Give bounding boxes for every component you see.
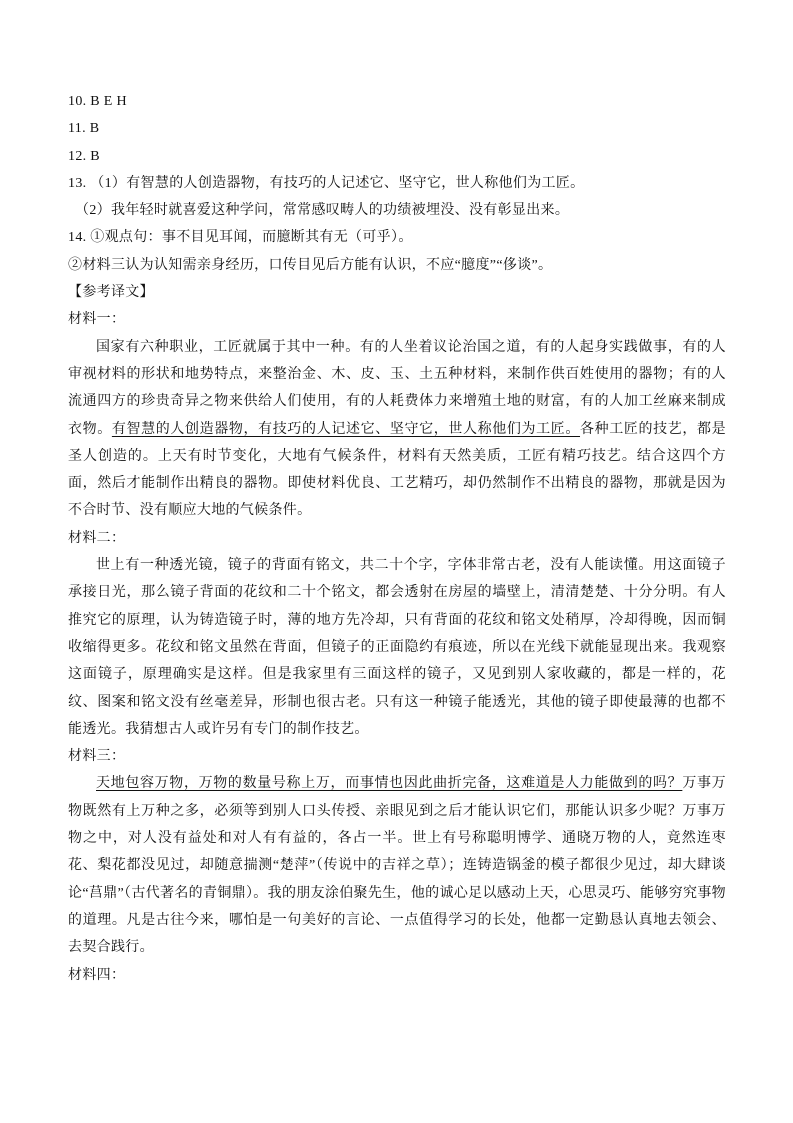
material-3-label: 材料三： (68, 749, 126, 765)
answer-line-14-2: ②材料三认为认知需亲身经历，口传目见后方能有认识，不应“臆度”“侈谈”。 (68, 257, 553, 273)
material-4-label: 材料四： (68, 967, 126, 983)
answer-line-13-2: （2）我年轻时就喜爱这种学问，常常感叹畴人的功绩被埋没、没有彰显出来。 (75, 203, 570, 219)
material-2-paragraph (68, 552, 726, 743)
material-3-segment-underlined: 天地包容万物，万物的数量号称上万，而事情也因此曲折完备，这难道是人力能做到的吗？ (96, 776, 683, 792)
material-1-segment-plain: 各种工匠的技艺，都是圣人创造的。上天有时节变化，大地有气候条件，材料有天然美质，工匠有精巧技艺。结合这四个方面，然后才能制作出精良的器物。即使材料优良、工艺精巧，却仍然制作不出精良的器物，那就是因为不合时节、没有顺应大地的气候条件。 (68, 421, 726, 519)
material-3-paragraph (68, 770, 726, 961)
material-1-paragraph (68, 334, 726, 525)
answer-line-11: 11. B (68, 121, 100, 137)
material-2-segment-plain: 世上有一种透光镜，镜子的背面有铭文，共二十个字，字体非常古老，没有人能读懂。用这面镜子承接日光，那么镜子背面的花纹和二十个铭文，都会透射在房屋的墙壁上，清清楚楚、十分分明。有人推究它的原理，认为铸造镜子时，薄的地方先冷却，只有背面的花纹和铭文处稍厚，冷却得晚，因而铜收缩得更多。花纹和铭文虽然在背面，但镜子的正面隐约有痕迹，所以在光线下就能显现出来。我观察这面镜子，原理确实是这样。但是我家里有三面这样的镜子，又见到别人家收藏的，都是一样的，花纹、图案和铭文没有丝毫差异，形制也很古老。只有这一种镜子能透光，其他的镜子即使最薄的也都不能透光。我猜想古人或许另有专门的制作技艺。 (68, 558, 726, 737)
answer-line-10: 10. B E H (68, 94, 127, 109)
material-2-label: 材料二： (68, 530, 126, 546)
material-1-section (68, 306, 726, 524)
material-3-segment-plain: 万事万物既然有上万种之多，必须等到别人口头传授、亲眼见到之后才能认识它们，那能认识多少呢？万事万物之中，对人没有益处和对人有有益的，各占一半。世上有号称聪明博学、通晓万物的人，竟然连枣花、梨花都没见过，却随意揣测“楚萍”（传说中的吉祥之草）；连铸造锅釜的模子都很少见过，却大肆谈论“莒鼎”（古代著名的青铜鼎）。我的朋友涂伯聚先生，他的诚心足以感动上天，心思灵巧、能够穷究事物的道理。凡是古往今来，哪怕是一句美好的言论、一点值得学习的长处，他都一定勤恳认真地去领会、去契合践行。 (68, 776, 726, 956)
material-4-section (68, 962, 726, 989)
answer-line-12: 12. B (68, 148, 100, 164)
material-2-section (68, 525, 726, 743)
answer-line-14-1: 14. ①观点句：事不目见耳闻，而臆断其有无（可乎）。 (68, 230, 413, 246)
material-1-segment-plain: 国家有六种职业，工匠就属于其中一种。有的人坐着议论治国之道，有的人起身实践做事，有的人审视材料的形状和地势特点，来整治金、木、皮、玉、土五种材料，来制作供百姓使用的器物；有的人流通四方的珍贵奇异之物来供给人们使用，有的人耗费体力来增殖土地的财富，有的人加工丝麻来制成衣物。 (68, 339, 726, 437)
material-1-label: 材料一： (68, 312, 126, 328)
material-3-section (68, 743, 726, 961)
material-1-segment-underlined: 有智慧的人创造器物，有技巧的人记述它、坚守它，世人称他们为工匠。 (111, 421, 581, 437)
answer-line-13-1: 13. （1）有智慧的人创造器物，有技巧的人记述它、坚守它，世人称他们为工匠。 (68, 175, 585, 191)
reference-translation-heading: 【参考译文】 (68, 285, 154, 301)
